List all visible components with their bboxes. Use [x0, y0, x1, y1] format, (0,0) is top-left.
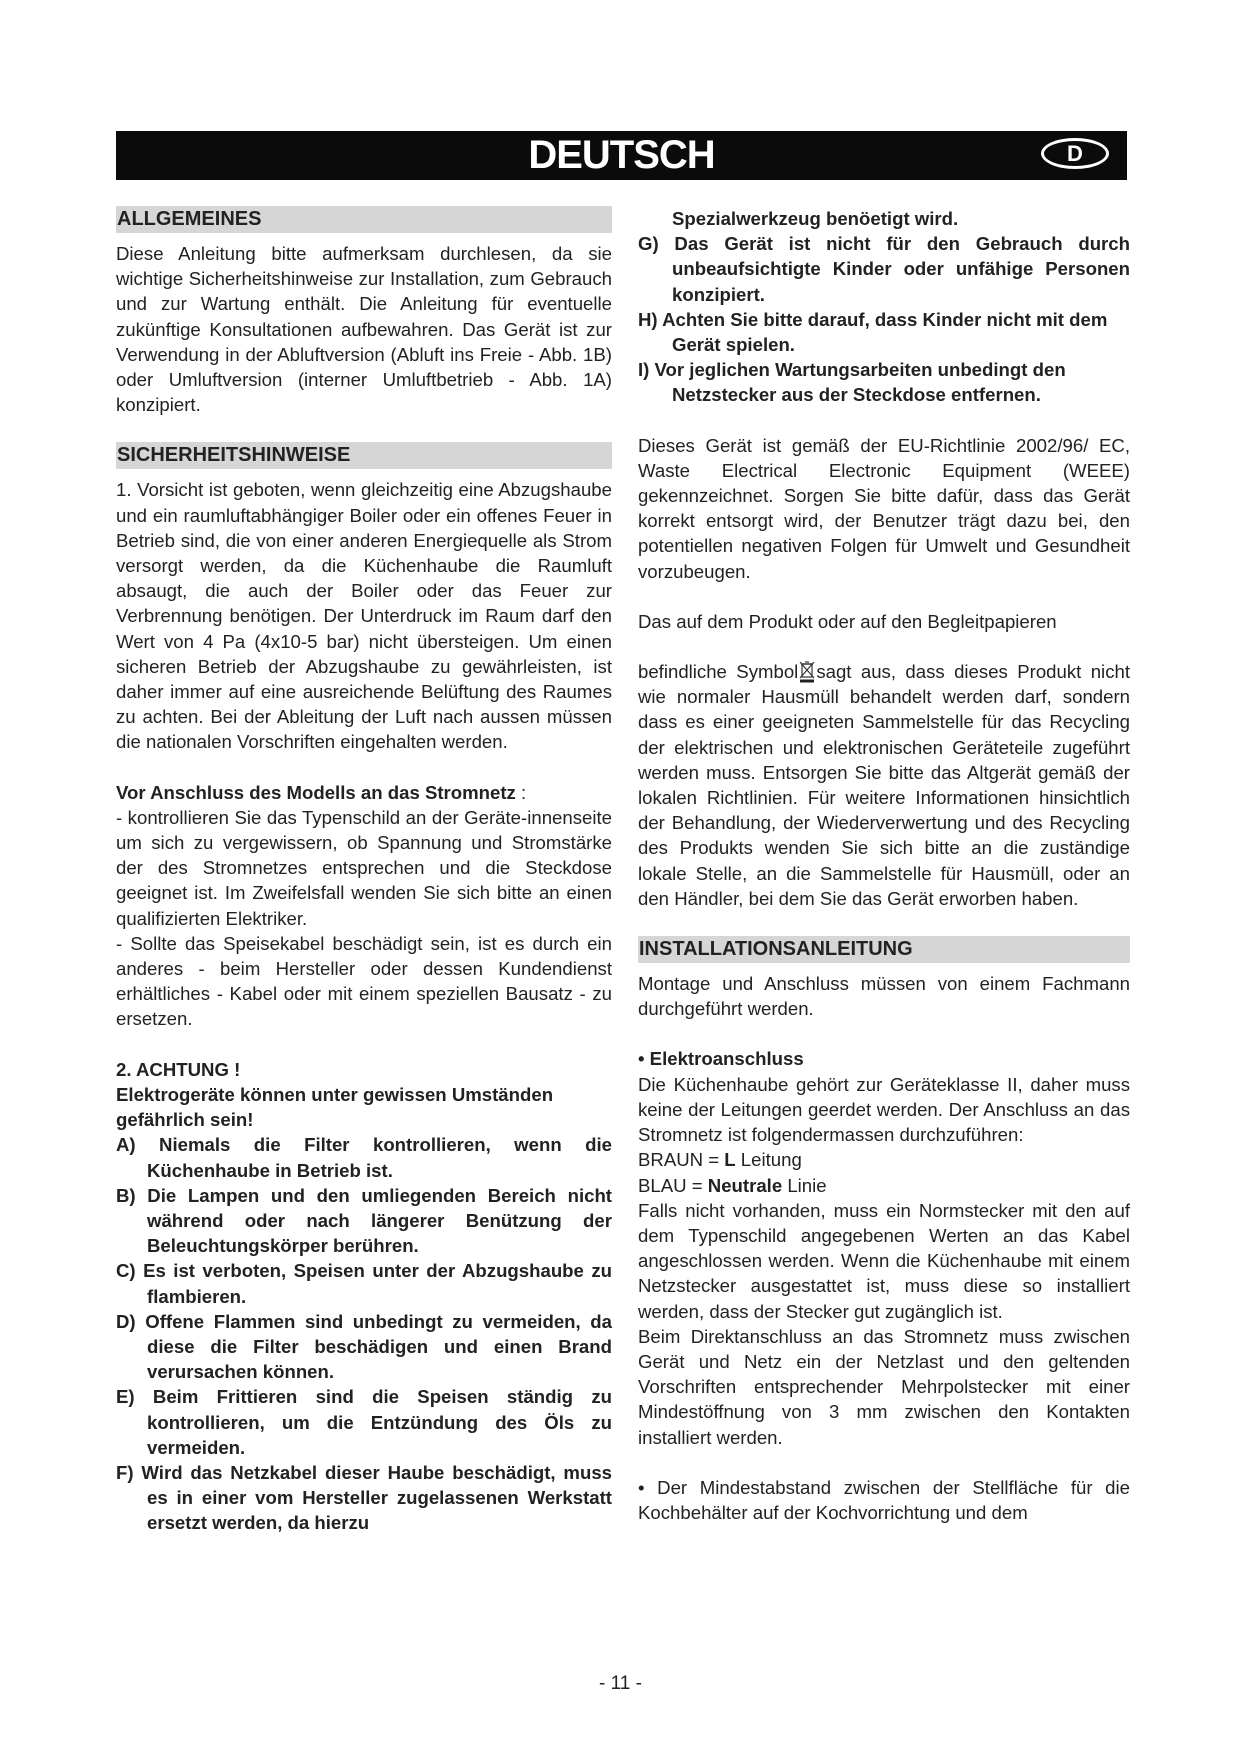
wire-blue-suffix: Linie: [782, 1174, 827, 1196]
connection-heading-colon: :: [515, 781, 527, 803]
warning-item-a: A) Niemals die Filter kontrollieren, wenn die Küchenhaube in Betrieb ist.: [116, 1134, 612, 1181]
warning-item-d: D) Offene Flammen sind unbedingt zu vermeiden, da diese die Filter beschädigen und einen Brand verursachen können.: [116, 1310, 612, 1383]
crossed-out-bin-icon: [799, 661, 815, 683]
section-heading-allgemeines: ALLGEMEINES: [116, 206, 612, 233]
installation-intro: Montage und Anschluss müssen von einem Fachmann durchgeführt werden.: [638, 973, 1130, 1020]
wire-blue: [638, 1173, 1130, 1198]
warning-item-g: G) Das Gerät ist nicht für den Gebrauch durch unbeaufsichtigte Kinder oder unfähige Personen konzipiert.: [638, 233, 1130, 305]
section-heading-sicherheit: SICHERHEITSHINWEISE: [116, 442, 612, 469]
weee-text: Dieses Gerät ist gemäß der EU-Richtlinie 2002/96/ EC, Waste Electrical Electronic Equipment (WEEE) gekennzeichnet. Sorgen Sie bitte dafür, dass das Gerät korrekt entsorgt wird, der Benutzer trägt dazu bei, den potentiellen negativen Folgen für Umwelt und Gesundheit vorzubeugen.: [638, 434, 1130, 582]
symbol-paragraph: [638, 659, 1130, 911]
electrical-text: Die Küchenhaube gehört zur Geräteklasse II, daher muss keine der Leitungen geerdet werden. Der Anschluss an das Stromnetz ist folgendermassen durchzuführen:: [638, 1073, 1130, 1146]
wire-brown-value: L: [724, 1149, 736, 1171]
electrical-heading: • Elektroanschluss: [638, 1048, 804, 1070]
connection-heading-text: Vor Anschluss des Modells an das Stromnetz: [116, 781, 516, 803]
warning-item-e: E) Beim Frittieren sind die Speisen ständig zu kontrollieren, um die Entzündung des Öls zu vermeiden.: [116, 1386, 612, 1458]
plug-text: Falls nicht vorhanden, muss ein Normstecker mit den auf dem Typenschild angegebenen Werten an das Kabel angeschlossen werden. Wenn die Küchenhaube mit einem Netzstecker ausgestattet ist, muss diese so installiert werden, dass der Stecker gut zugänglich ist.: [638, 1199, 1130, 1322]
wire-brown-label: BRAUN =: [638, 1149, 725, 1171]
allgemeines-text: Diese Anleitung bitte aufmerksam durchlesen, da sie wichtige Sicherheitshinweise zur Installation, zum Gebrauch und zur Wartung enthält. Die Anleitung für eventuelle zukünftige Konsultationen aufbewahren. Das Gerät ist zur Verwendung in der Abluftversion (Abluft ins Freie - Abb. 1B) oder Umluftversion (interner Umluftbetrieb - Abb. 1A) konzipiert.: [116, 243, 612, 416]
safety-item-1: 1. Vorsicht ist geboten, wenn gleichzeitig eine Abzugshaube und ein raumluftabhängiger Boiler oder ein offenes Feuer in Betrieb sind, die von einer anderen Energiequelle als Strom versorgt werden, da die Küchenhaube die Raumluft absaugt, die auch der Boiler oder das Feuer zur Verbrennung benötigen. Der Unterdruck im Raum darf den Wert von 4 Pa (4x10-5 bar) nicht übersteigen. Um einen sicheren Betrieb der Abzugshaube zu gewährleisten, ist daher immer auf eine ausreichende Belüftung des Raumes zu achten. Bei der Ableitung der Luft nach aussen müssen die nationalen Vorschriften eingehalten werden.: [116, 479, 612, 753]
warning-item-c: C) Es ist verboten, Speisen unter der Abzugshaube zu flambieren.: [116, 1260, 612, 1307]
connection-heading: [116, 780, 612, 805]
warning-item-b: B) Die Lampen und den umliegenden Bereich nicht während oder nach längerer Benützung der Beleuchtungskörper berühren.: [116, 1184, 612, 1257]
language-banner: [116, 131, 1127, 180]
warning-subtitle: Elektrogeräte können unter gewissen Umständen gefährlich sein!: [116, 1083, 554, 1131]
warning-item-i: I) Vor jeglichen Wartungsarbeiten unbedingt den Netzstecker aus der Steckdose entfernen.: [638, 359, 1066, 406]
wire-blue-label: BLAU =: [638, 1174, 708, 1196]
page-title: DEUTSCH: [528, 133, 715, 177]
symbol-prefix: befindliche Symbol: [638, 661, 799, 683]
warning-title: 2. ACHTUNG !: [116, 1058, 241, 1080]
symbol-suffix: sagt aus, dass dieses Produkt nicht wie normaler Hausmüll behandelt werden darf, sondern dass es einer geeigneten Sammelstelle für das Recycling der elektrischen und elektronischen Geräteteile zugeführt werden muss. Entsorgen Sie bitte das Altgerät gemäß der lokalen Richtlinien. Für weitere Informationen hinsichtlich der Behandlung, der Wiederverwertung und des Recycling des Produkts wenden Sie sich bitte an die zuständige lokale Stelle, an die Sammelstelle für Hausmüll, oder an den Händler, bei dem Sie das Gerät erworben haben.: [638, 661, 1130, 909]
page-number: - 11 -: [599, 1673, 642, 1694]
direct-connection-text: Beim Direktanschluss an das Stromnetz muss zwischen Gerät und Netz ein der Netzlast und den geltenden Vorschriften entsprechender Mehrpolstecker mit einer Mindestöffnung von 3 mm zwischen den Kontakten installiert werden.: [638, 1325, 1130, 1448]
right-column: [638, 206, 1130, 1525]
wire-blue-value: Neutrale: [707, 1174, 783, 1196]
left-column: [116, 206, 612, 1536]
wire-brown: [638, 1147, 1130, 1172]
language-badge: D: [1041, 138, 1109, 169]
warning-item-f: F) Wird das Netzkabel dieser Haube beschädigt, muss es in einer vom Hersteller zugelassenen Werkstatt ersetzt werden, da hierzu: [116, 1461, 612, 1534]
symbol-line: Das auf dem Produkt oder auf den Begleitpapieren: [638, 610, 1057, 632]
connection-item-1: - kontrollieren Sie das Typenschild an der Geräte-innenseite um sich zu vergewissern, ob Spannung und Stromstärke der des Stromnetzes entsprechen und die Steckdose geeignet ist. Im Zweifelsfall wenden Sie sich bitte an einen qualifizierten Elektriker.: [116, 806, 612, 929]
warning-item-f-continued: Spezialwerkzeug benöetigt wird.: [672, 208, 959, 229]
minimum-distance-text: • Der Mindestabstand zwischen der Stellfläche für die Kochbehälter auf der Kochvorrichtung und dem: [638, 1476, 1130, 1523]
connection-item-2: - Sollte das Speisekabel beschädigt sein, ist es durch ein anderes - beim Hersteller oder dessen Kundendienst erhältliches - Kabel oder mit einem speziellen Bausatz - zu ersetzen.: [116, 932, 612, 1030]
warning-item-h: H) Achten Sie bitte darauf, dass Kinder nicht mit dem Gerät spielen.: [638, 308, 1108, 356]
section-heading-installation: INSTALLATIONSANLEITUNG: [638, 936, 1130, 963]
wire-brown-suffix: Leitung: [735, 1149, 802, 1171]
